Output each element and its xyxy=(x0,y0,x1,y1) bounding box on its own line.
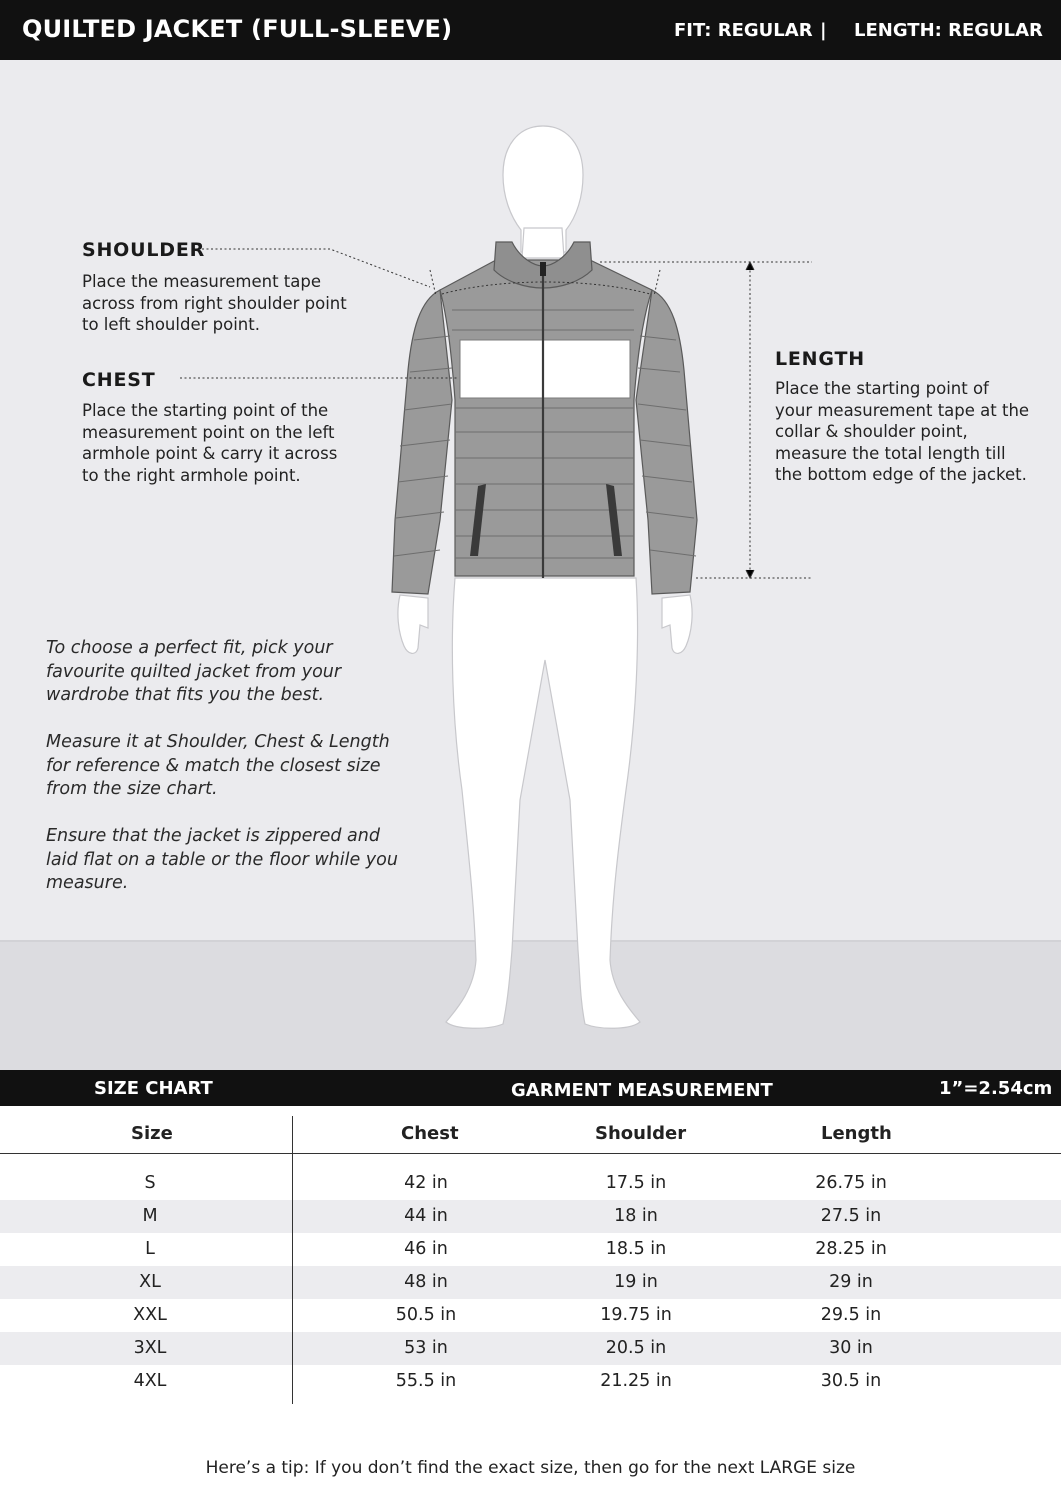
chest-line: measurement point on the left xyxy=(82,422,335,442)
length-line: your measurement tape at the xyxy=(775,400,1030,420)
table-row xyxy=(0,1233,1061,1266)
footer-tip: Here’s a tip: If you don’t find the exact size, then go for the next LARGE size xyxy=(205,1458,856,1478)
cell-size: 3XL xyxy=(133,1338,167,1358)
cell-shoulder: 19.75 in xyxy=(600,1305,672,1325)
shoulder-description xyxy=(82,271,347,336)
fit-label: FIT: REGULAR xyxy=(674,20,813,41)
length-line: collar & shoulder point, xyxy=(775,422,968,441)
table-row xyxy=(0,1266,1061,1299)
chest-heading: CHEST xyxy=(82,369,156,391)
cell-chest: 42 in xyxy=(404,1173,448,1193)
tip-paragraph xyxy=(46,637,426,708)
cell-chest: 50.5 in xyxy=(395,1305,457,1325)
cell-chest: 44 in xyxy=(404,1206,448,1226)
cell-length: 26.75 in xyxy=(815,1173,887,1193)
cell-shoulder: 18 in xyxy=(614,1206,658,1226)
chest-line: to the right armhole point. xyxy=(82,465,301,485)
cell-shoulder: 20.5 in xyxy=(605,1338,667,1358)
tip-paragraph xyxy=(46,825,426,896)
header-separator: | xyxy=(820,20,827,41)
cell-size: XXL xyxy=(133,1305,167,1325)
column-header-size: Size xyxy=(131,1123,173,1144)
cell-length: 30 in xyxy=(829,1338,873,1358)
cell-size: XL xyxy=(139,1272,161,1292)
cell-chest: 55.5 in xyxy=(395,1371,457,1391)
tip-line: Measure it at Shoulder, Chest & Length xyxy=(46,732,390,752)
table-row xyxy=(0,1365,1061,1398)
tip-line: favourite quilted jacket from your xyxy=(46,661,342,682)
cell-shoulder: 18.5 in xyxy=(605,1239,667,1259)
tip-line: Ensure that the jacket is zippered and xyxy=(46,826,380,846)
cell-shoulder: 17.5 in xyxy=(605,1173,667,1193)
cell-length: 27.5 in xyxy=(820,1206,882,1226)
cell-length: 29 in xyxy=(829,1272,873,1292)
length-description xyxy=(775,378,1029,486)
shoulder-heading: SHOULDER xyxy=(82,239,206,261)
chest-line: armhole point & carry it across xyxy=(82,444,338,463)
chest-line: Place the starting point of the xyxy=(82,401,329,420)
table-row xyxy=(0,1299,1061,1332)
column-header-chest: Chest xyxy=(401,1123,459,1144)
shoulder-line: across from right shoulder point xyxy=(82,293,347,313)
cell-chest: 48 in xyxy=(404,1272,448,1292)
cell-chest: 53 in xyxy=(404,1338,448,1358)
length-line: measure the total length till xyxy=(775,443,1006,463)
length-heading: LENGTH xyxy=(775,348,865,370)
table-header xyxy=(0,1106,1061,1154)
jacket-illustration xyxy=(392,242,697,594)
size-chart-header-bar xyxy=(0,1070,1061,1106)
unit-conversion: 1”=2.54cm xyxy=(939,1078,1053,1099)
cell-length: 30.5 in xyxy=(820,1371,882,1391)
cell-size: S xyxy=(144,1173,156,1193)
length-line: the bottom edge of the jacket. xyxy=(775,465,1027,484)
column-header-length: Length xyxy=(821,1123,892,1144)
tip-line: To choose a perfect fit, pick your xyxy=(46,638,333,658)
cell-size: M xyxy=(142,1206,158,1226)
tip-line: wardrobe that fits you the best. xyxy=(46,685,325,705)
cell-length: 29.5 in xyxy=(820,1305,882,1325)
cell-shoulder: 19 in xyxy=(614,1272,658,1292)
length-line: Place the starting point of xyxy=(775,379,989,398)
column-header-shoulder: Shoulder xyxy=(595,1123,687,1144)
garment-measurement-title: GARMENT MEASUREMENT xyxy=(511,1080,773,1101)
tip-line: from the size chart. xyxy=(46,779,218,799)
shoulder-line: to left shoulder point. xyxy=(82,315,260,334)
fit-tips xyxy=(46,637,426,919)
size-chart-title: SIZE CHART xyxy=(94,1078,213,1099)
tip-line: measure. xyxy=(46,873,129,893)
size-table xyxy=(0,1106,1061,1398)
tip-paragraph xyxy=(46,731,426,802)
shoulder-line: Place the measurement tape xyxy=(82,272,322,291)
length-label: LENGTH: REGULAR xyxy=(854,20,1043,41)
cell-size: 4XL xyxy=(133,1371,167,1391)
table-row xyxy=(0,1332,1061,1365)
cell-shoulder: 21.25 in xyxy=(600,1371,672,1391)
table-row xyxy=(0,1167,1061,1200)
table-row xyxy=(0,1200,1061,1233)
cell-length: 28.25 in xyxy=(815,1239,887,1259)
tip-line: laid flat on a table or the floor while you xyxy=(46,849,398,870)
product-title: QUILTED JACKET (FULL-SLEEVE) xyxy=(22,15,453,43)
chest-description xyxy=(82,400,337,486)
cell-chest: 46 in xyxy=(404,1239,448,1259)
table-column-divider xyxy=(292,1116,293,1404)
cell-size: L xyxy=(145,1239,155,1259)
tip-line: for reference & match the closest size xyxy=(46,755,381,776)
